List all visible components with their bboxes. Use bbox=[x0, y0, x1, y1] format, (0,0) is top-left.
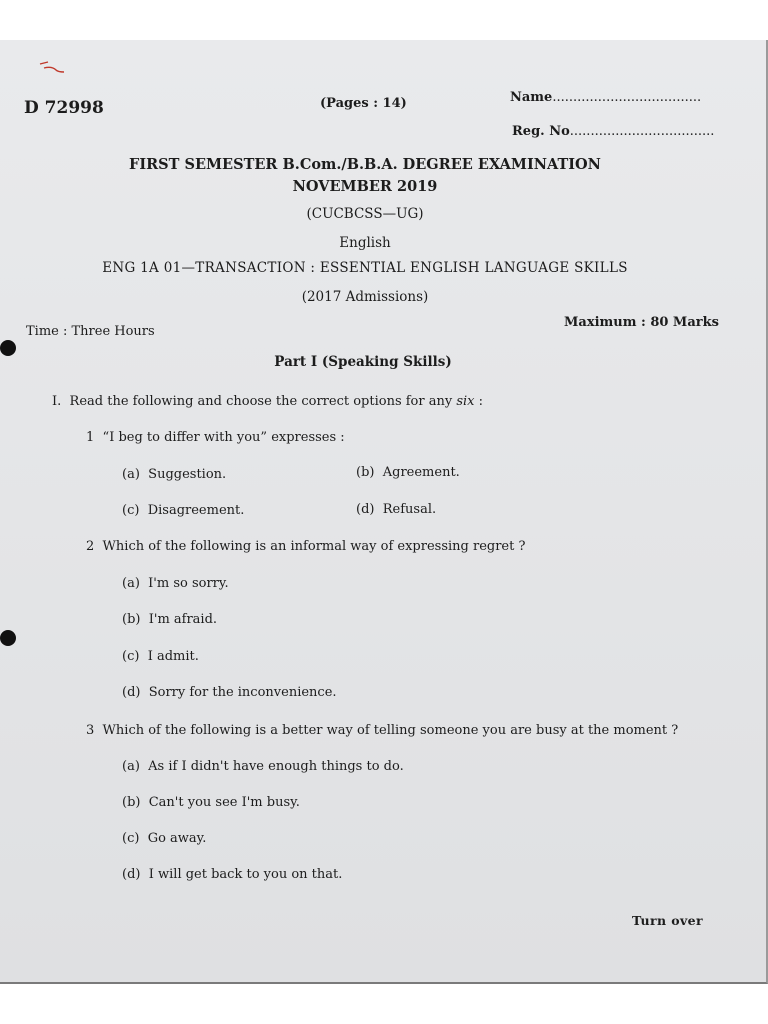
question-1-option-d bbox=[356, 502, 436, 517]
question-paper-code: D 72998 bbox=[24, 98, 104, 118]
question-2-option-b bbox=[122, 612, 217, 627]
option-text: I'm so sorry. bbox=[148, 576, 229, 591]
option-text: Disagreement. bbox=[147, 503, 245, 518]
option-text: As if I didn't have enough things to do. bbox=[148, 759, 404, 774]
turn-over-note: Turn over bbox=[632, 913, 704, 928]
option-label: (b) bbox=[356, 465, 375, 480]
question-text: “I beg to differ with you” expresses : bbox=[102, 430, 345, 445]
red-pen-mark bbox=[38, 60, 72, 80]
option-text: Sorry for the inconvenience. bbox=[148, 685, 337, 700]
question-text: Which of the following is an informal way of expressing regret ? bbox=[102, 539, 526, 554]
name-field bbox=[510, 90, 701, 105]
option-label: (c) bbox=[122, 503, 140, 518]
option-label: (a) bbox=[122, 576, 140, 591]
question-number: 3 bbox=[86, 723, 95, 738]
question-3-option-d bbox=[122, 867, 342, 882]
maximum-marks: Maximum : 80 Marks bbox=[564, 315, 719, 330]
question-1-option-b bbox=[356, 465, 460, 480]
option-label: (a) bbox=[122, 759, 140, 774]
question-1-option-c bbox=[122, 503, 244, 518]
question-1-option-a bbox=[122, 467, 226, 482]
option-label: (b) bbox=[122, 795, 141, 810]
instruction-text: Read the following and choose the correct options for any bbox=[69, 394, 457, 409]
option-text: I'm afraid. bbox=[148, 612, 218, 627]
exam-scheme: (CUCBCSS—UG) bbox=[306, 206, 424, 222]
question-2-option-a bbox=[122, 576, 229, 591]
question-2-option-d bbox=[122, 685, 337, 700]
option-label: (b) bbox=[122, 612, 141, 627]
question-3-option-b bbox=[122, 795, 300, 810]
reg-no-label: Reg. No bbox=[512, 124, 570, 139]
question-number: 1 bbox=[86, 430, 95, 445]
exam-session: NOVEMBER 2019 bbox=[292, 178, 438, 195]
question-3 bbox=[86, 723, 678, 738]
section-instruction bbox=[52, 394, 483, 409]
option-text: Refusal. bbox=[382, 502, 437, 517]
part-heading: Part I (Speaking Skills) bbox=[274, 354, 452, 370]
instruction-emphasis: six bbox=[456, 394, 475, 409]
question-text: Which of the following is a better way of telling someone you are busy at the moment ? bbox=[102, 723, 679, 738]
option-text: Go away. bbox=[147, 831, 207, 846]
option-label: (c) bbox=[122, 649, 140, 664]
option-label: (d) bbox=[122, 685, 141, 700]
name-label: Name bbox=[510, 90, 553, 105]
question-3-option-c bbox=[122, 831, 206, 846]
question-2 bbox=[86, 539, 525, 554]
admissions-year: (2017 Admissions) bbox=[301, 289, 429, 305]
question-2-option-c bbox=[122, 649, 199, 664]
option-text: Agreement. bbox=[382, 465, 460, 480]
reg-no-dots: ................................... bbox=[569, 124, 715, 139]
instruction-suffix: : bbox=[474, 394, 484, 409]
option-label: (c) bbox=[122, 831, 140, 846]
option-text: I will get back to you on that. bbox=[148, 867, 343, 882]
option-label: (d) bbox=[356, 502, 375, 517]
option-text: Can't you see I'm busy. bbox=[148, 795, 300, 810]
page-count: (Pages : 14) bbox=[320, 96, 407, 111]
time-allowed: Time : Three Hours bbox=[26, 324, 155, 339]
option-label: (a) bbox=[122, 467, 140, 482]
punch-hole-bottom bbox=[0, 630, 16, 646]
section-number: I. bbox=[52, 394, 62, 409]
question-1 bbox=[86, 430, 345, 445]
name-dots: .................................... bbox=[552, 90, 702, 105]
reg-no-field bbox=[512, 124, 714, 139]
exam-subject: English bbox=[339, 235, 391, 251]
question-3-option-a bbox=[122, 759, 404, 774]
question-number: 2 bbox=[86, 539, 95, 554]
option-text: I admit. bbox=[147, 649, 199, 664]
option-label: (d) bbox=[122, 867, 141, 882]
exam-title: FIRST SEMESTER B.Com./B.B.A. DEGREE EXAMINATION bbox=[129, 156, 601, 173]
exam-paper-sheet bbox=[0, 40, 768, 984]
course-title: ENG 1A 01—TRANSACTION : ESSENTIAL ENGLISH LANGUAGE SKILLS bbox=[102, 260, 628, 276]
punch-hole-top bbox=[0, 340, 16, 356]
option-text: Suggestion. bbox=[148, 467, 227, 482]
